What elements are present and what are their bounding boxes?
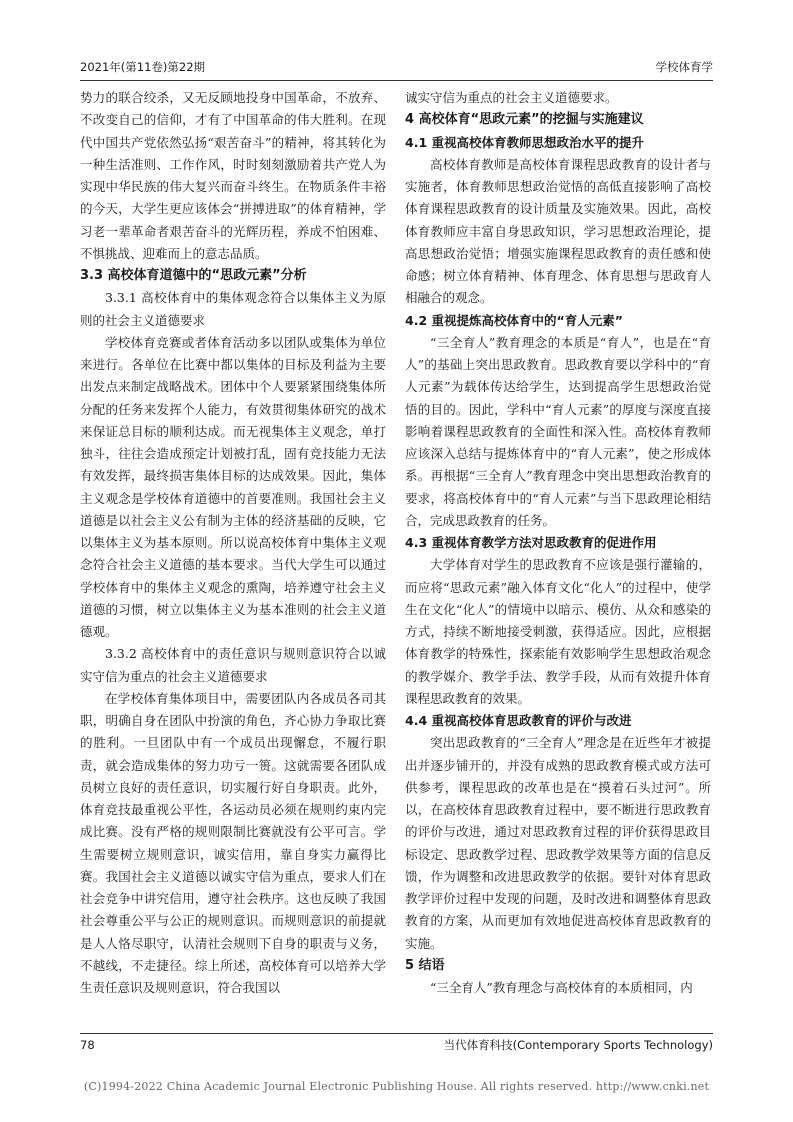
footer-rule <box>80 1033 713 1034</box>
running-header-section: 学校体育学 <box>655 60 713 74</box>
paragraph-continued: 诚实守信为重点的社会主义道德要求。 <box>405 90 618 105</box>
page-number: 78 <box>80 1038 95 1052</box>
section-heading-5: 5 结语 <box>405 957 445 973</box>
running-header-issue: 2021年(第11卷)第22期 <box>80 60 206 74</box>
paragraph-responsibility: 在学校体育集体项目中，需要团队内各成员各司其职，明确自身在团队中扮演的角色，齐心协力争取比赛的胜利。一旦团队中有一个成员出现懈怠，不履行职责，就会造成集体的努力功亏一篑。这就需要各团队成员树立良好的责任意识，切实履行好自身职责。此外，体育竞技最重视公平性，各运动员必须在规则约束内完成比赛。没有严格的规则限制比赛就没有公平可言。学生需要树立规则意识，诚实信用，靠自身实力赢得比赛。我国社会主义道德以诚实守信为重点，要求人们在社会竞争中讲究信用，遵守社会秩序。这也反映了我国社会尊重公平与公正的规则意识。而规则意识的前提就是人人恪尽职守，认清社会规则下自身的职责与义务，不越线，不走捷径。综上所述，高校体育可以培养大学生责任意识及规则意识，符合我国以 <box>80 690 386 995</box>
paragraph-4-1: 高校体育教师是高校体育课程思政教育的设计者与实施者，体育教师思想政治觉悟的高低直接影响了高校体育课程思政教育的设计质量及实施效果。因此，高校体育教师应丰富自身思政知识，学习思想政治理论，提高思想政治觉悟；增强实施课程思政教育的责任感和使命感；树立体育精神、体育理念、体育思想与思政育人相融合的观念。 <box>405 156 711 306</box>
header-rule <box>80 80 713 81</box>
paragraph-collectivism: 学校体育竞赛或者体育活动多以团队或集体为单位来进行。各单位在比赛中都以集体的目标及利益为主要出发点来制定战略战术。团体中个人要紧紧围绕集体所分配的任务来发挥个人能力，有效贯彻集体研究的战术来保证总目标的顺利达成。而无视集体主义观念，单打独斗，往往会造成预定计划被打乱，固有竞技能力无法有效发挥，最终损害集体目标的达成效果。因此，集体主义观念是学校体育道德中的首要准则。我国社会主义道德是以社会主义公有制为主体的经济基础的反映，它以集体主义为基本原则。所以说高校体育中集体主义观念符合社会主义道德的基本要求。当代大学生可以通过学校体育中的集体主义观念的熏陶，培养遵守社会主义道德的习惯，树立以集体主义为基本准则的社会主义道德观。 <box>80 334 386 639</box>
paragraph-4-2: “三全育人”教育理念的本质是“育人”，也是在“育人”的基础上突出思政教育。思政教育要以学科中的“育人元素”为载体传达给学生，达到提高学生思想政治觉悟的目的。因此，学科中“育人元素”的厚度与深度直接影响着课程思政教育的全面性和深入性。高校体育教师应该深入总结与提炼体育中的“育人元素”，使之形成体系。再根据“三全育人”教育理念中突出思想政治教育的要求，将高校体育中的“育人元素”与当下思政理论相结合，完成思政教育的任务。 <box>405 334 711 528</box>
section-heading-4-4: 4.4 重视高校体育思政教育的评价与改进 <box>405 713 632 728</box>
paragraph-4-4: 突出思政教育的“三全育人”理念是在近些年才被提出并逐步铺开的，并没有成熟的思政教育模式或方法可供参考，课程思政的改革也是在“摸着石头过河”。所以，在高校体育思政教育过程中，要不断进行思政教育的评价与改进，通过对思政教育过程的评价获得思政目标设定、思政教学过程、思政教学效果等方面的信息反馈，作为调整和改进思政教学的依据。要针对体育思政教学评价过程中发现的问题，及时改进和调整体育思政教育的方案，从而更加有效地促进高校体育思政教育的实施。 <box>405 735 711 951</box>
paragraph-continued: 势力的联合绞杀，又无反顾地投身中国革命，不放弃、不改变自己的信仰，才有了中国革命的伟大胜利。在现代中国共产党依然弘扬“艰苦奋斗”的精神，将其转化为一种生活准则、工作作风，时时刻刻激励着共产党人为实现中华民族的伟大复兴而奋斗终生。在物质条件丰裕的今天，大学生更应该体会“拼搏进取”的体育精神，学习老一辈革命者艰苦奋斗的光辉历程，养成不怕困难、不惧挑战、迎难而上的意志品质。 <box>80 90 386 261</box>
section-heading-4-3: 4.3 重视体育教学方法对思政教育的促进作用 <box>405 535 657 550</box>
paragraph-5: “三全育人”教育理念与高校体育的本质相同，内 <box>430 980 693 995</box>
paragraph-4-3: 大学体育对学生的思政教育不应该是强行灌输的，而应将“思政元素”融入体育文化“化人”的过程中，使学生在文化“化人”的情境中以暗示、模仿、从众和感染的方式，持续不断地接受刺激，获得适应。因此，应根据体育教学的特殊性，探索能有效影响学生思想政治观念的教学媒介、教学手法、教学手段，从而有效提升体育课程思政教育的效果。 <box>405 557 711 706</box>
journal-name: 当代体育科技(Contemporary Sports Technology) <box>443 1038 713 1052</box>
subsection-heading-3-3-2: 3.3.2 高校体育中的责任意识与规则意识符合以诚实守信为重点的社会主义道德要求 <box>80 646 386 684</box>
subsection-heading-3-3-1: 3.3.1 高校体育中的集体观念符合以集体主义为原则的社会主义道德要求 <box>80 290 386 328</box>
left-column <box>80 87 386 999</box>
section-heading-4: 4 高校体育“思政元素”的挖掘与实施建议 <box>405 112 644 128</box>
section-heading-4-2: 4.2 重视提炼高校体育中的“育人元素” <box>405 312 623 328</box>
section-heading-3-3: 3.3 高校体育道德中的“思政元素”分析 <box>80 268 307 283</box>
copyright-notice: (C)1994-2022 China Academic Journal Electronic Publishing House. All rights reserved. http://www.cnki.net <box>83 1080 710 1093</box>
section-heading-4-1: 4.1 重视高校体育教师思想政治水平的提升 <box>405 134 644 150</box>
right-column <box>405 87 711 999</box>
